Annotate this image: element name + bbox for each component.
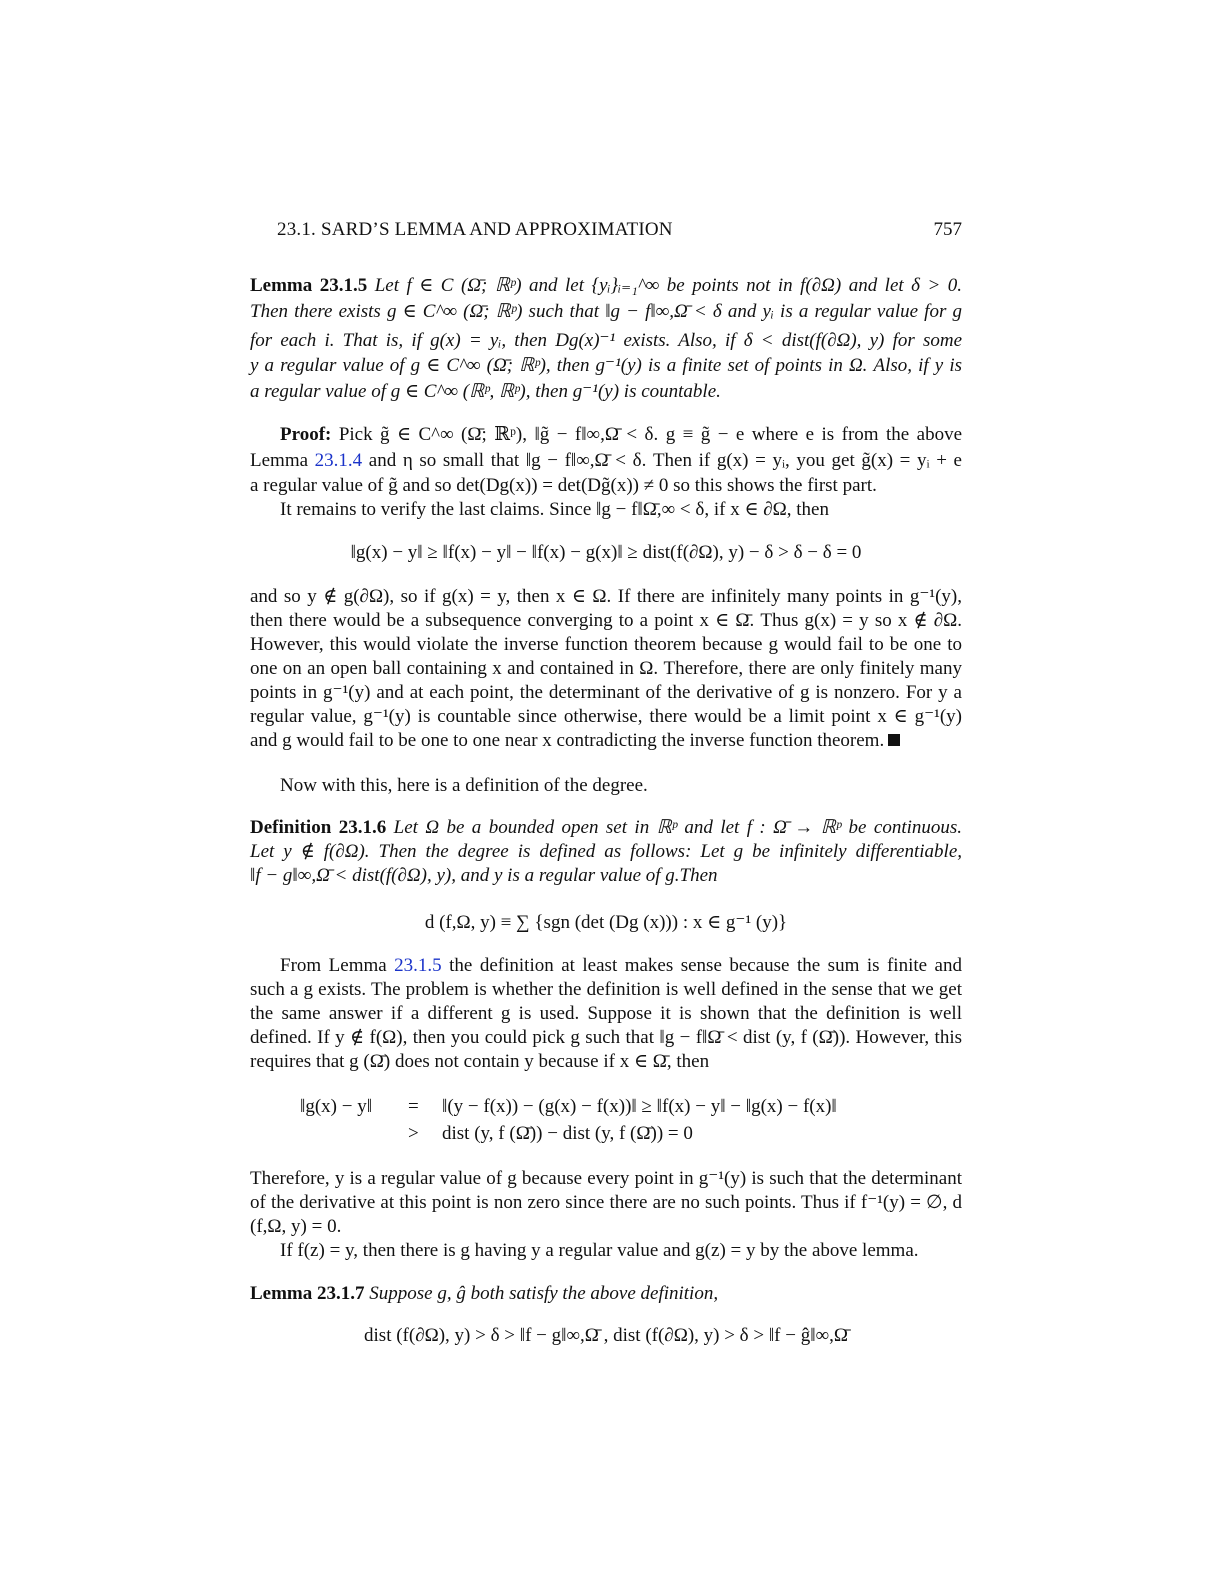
lemma-line-4: y a regular value of g ∈ C^∞ (Ω̄; ℝᵖ), then g⁻¹(y) is a finite set of points in Ω. Also, if y is — [250, 355, 962, 376]
eq-rhs-2: dist (y, f (Ω̄)) − dist (y, f (Ω̄)) = 0 — [442, 1123, 693, 1144]
eq-rhs-1: ‖(y − f(x)) − (g(x) − f(x))‖ ≥ ‖f(x) − y‖ − ‖g(x) − f(x)‖ — [442, 1096, 837, 1117]
lemma-line-1: Let f ∈ C (Ω̄; ℝᵖ) and let {yᵢ}ᵢ₌₁^∞ be points not in f(∂Ω) and let δ > 0. — [374, 275, 963, 296]
ref-lemma-23-1-5[interactable]: 23.1.5 — [394, 955, 442, 976]
definition-line-1: Let Ω be a bounded open set in ℝᵖ and let f : Ω̄ → ℝᵖ be continuous. — [393, 817, 963, 838]
proof-line-2a: Lemma — [250, 450, 315, 471]
ref-lemma-23-1-4[interactable]: 23.1.4 — [314, 450, 363, 471]
eq-rel-2: > — [408, 1123, 419, 1144]
lemma-line-5: a regular value of g ∈ C^∞ (ℝᵖ, ℝᵖ), then g⁻¹(y) is countable. — [250, 381, 721, 402]
proof-label: Proof: — [280, 424, 332, 445]
section-title: 23.1. SARD’S LEMMA AND APPROXIMATION — [277, 219, 673, 240]
lemma-line-2: Then there exists g ∈ C^∞ (Ω̄; ℝᵖ) such that ‖g − f‖∞,Ω̄ < δ and yᵢ is a regular value for g — [250, 301, 962, 322]
proof-paragraph-3: Now with this, here is a definition of the degree. — [280, 775, 648, 796]
disc-p1a: From Lemma — [280, 955, 395, 976]
proof-para-2-text: and so y ∉ g(∂Ω), so if g(x) = y, then x ∈ Ω. If there are infinitely many points in g⁻¹(y), then there would be a subsequence converging to a point x ∈ Ω̄. Thus g(x) = y so x ∉ ∂Ω. However, this would violate the inverse function theorem because g would fail to be one to one on an open ball containing x and contained in Ω. Therefore, there are only finitely many points in g⁻¹(y) and at each point, the determinant of the derivative of g is nonzero. For y a regular value, g⁻¹(y) is countable since otherwise, there would be a limit point x ∈ g⁻¹(y) and g would fail to be one to one near x contradicting the inverse function theorem. — [250, 586, 962, 751]
lemma-2-text: Suppose g, ĝ both satisfy the above definition, — [369, 1283, 719, 1304]
lemma-2-equation: dist (f(∂Ω), y) > δ > ‖f − g‖∞,Ω̄ , dist (f(∂Ω), y) > δ > ‖f − ĝ‖∞,Ω̄ — [364, 1325, 848, 1346]
discussion-paragraph-1 — [250, 954, 962, 1074]
eq-rel-1: = — [408, 1096, 419, 1117]
definition-title: Definition 23.1.6 — [250, 817, 387, 838]
proof-line-2b: and η so small that ‖g − f‖∞,Ω̄ < δ. Then if g(x) = yᵢ, you get g̃(x) = yᵢ + e — [362, 450, 962, 471]
lemma-23-1-7 — [250, 1282, 962, 1306]
equation-1: ‖g(x) − y‖ ≥ ‖f(x) − y‖ − ‖f(x) − g(x)‖ ≥ dist(f(∂Ω), y) − δ > δ − δ = 0 — [350, 542, 862, 563]
eq-lhs: ‖g(x) − y‖ — [300, 1096, 373, 1117]
lemma-23-1-5 — [250, 274, 962, 404]
discussion-paragraph-2: Therefore, y is a regular value of g because every point in g⁻¹(y) is such that the determinant of the derivative at this point is non zero since there are no such points. Thus if f⁻¹(y) = ∅, d (f,Ω, y) = 0. — [250, 1168, 962, 1237]
qed-icon — [888, 734, 900, 746]
proof-line-3: a regular value of g̃ and so det(Dg(x)) = det(Dg̃(x)) ≠ 0 so this shows the first part. — [250, 475, 877, 496]
discussion-paragraph-3: If f(z) = y, then there is g having y a regular value and g(z) = y by the above lemma. — [280, 1240, 919, 1261]
proof-line-4: It remains to verify the last claims. Since ‖g − f‖Ω̄,∞ < δ, if x ∈ ∂Ω, then — [280, 499, 829, 520]
degree-equation: d (f,Ω, y) ≡ ∑ {sgn (det (Dg (x))) : x ∈ g⁻¹ (y)} — [424, 912, 788, 933]
page-number: 757 — [933, 219, 962, 240]
disc-p1b: the definition at least makes sense because the sum is finite and such a g exists. The problem is whether the definition is well defined in the sense that we get the same answer if a different g is used. Suppose it is shown that the definition is well defined. If y ∉ f(Ω), then you could pick g such that ‖g − f‖Ω̄ < dist (y, f (Ω̄)). However, this requires that g (Ω̄) does not contain y because if x ∈ Ω̄, then — [250, 955, 962, 1072]
lemma-line-3: for each i. That is, if g(x) = yᵢ, then Dg(x)⁻¹ exists. Also, if δ < dist(f(∂Ω), y) for some — [250, 330, 962, 351]
definition-line-2: Let y ∉ f(∂Ω). Then the degree is defined as follows: Let g be infinitely differentiable, — [250, 841, 962, 862]
proof-paragraph-2 — [250, 585, 962, 753]
definition-line-3: ‖f − g‖∞,Ω̄ < dist(f(∂Ω), y), and y is a regular value of g.Then — [250, 865, 718, 886]
lemma-2-title: Lemma 23.1.7 — [250, 1283, 365, 1304]
proof-block — [250, 423, 962, 522]
lemma-title: Lemma 23.1.5 — [250, 275, 368, 296]
proof-line-1: Pick g̃ ∈ C^∞ (Ω̄; ℝᵖ), ‖g̃ − f‖∞,Ω̄ < δ. g ≡ g̃ − e where e is from the above — [338, 424, 963, 445]
definition-23-1-6 — [250, 816, 962, 888]
